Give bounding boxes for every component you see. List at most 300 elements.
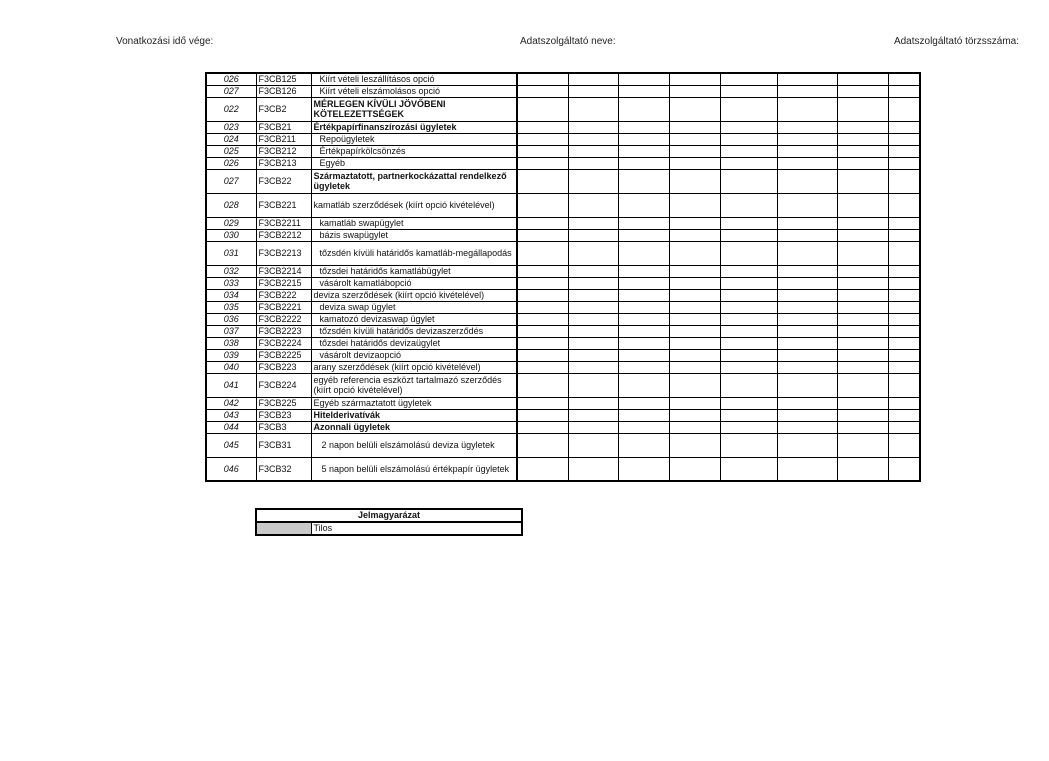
value-cell[interactable] bbox=[720, 289, 777, 301]
value-cell[interactable] bbox=[888, 157, 920, 169]
value-cell[interactable] bbox=[837, 241, 888, 265]
value-cell[interactable] bbox=[618, 349, 669, 361]
row-number: 026 bbox=[206, 157, 256, 169]
value-cell[interactable] bbox=[669, 85, 720, 97]
table-row bbox=[206, 145, 920, 157]
value-cell[interactable] bbox=[837, 73, 888, 85]
row-number: 029 bbox=[206, 217, 256, 229]
row-description: Értékpapírfinanszírozási ügyletek bbox=[311, 121, 517, 133]
value-cell[interactable] bbox=[777, 433, 837, 457]
row-code: F3CB23 bbox=[256, 409, 311, 421]
row-number: 045 bbox=[206, 433, 256, 457]
value-cell[interactable] bbox=[888, 433, 920, 457]
value-cell[interactable] bbox=[517, 349, 568, 361]
value-cell[interactable] bbox=[618, 121, 669, 133]
value-cell[interactable] bbox=[517, 313, 568, 325]
row-number: 027 bbox=[206, 169, 256, 193]
row-code: F3CB3 bbox=[256, 421, 311, 433]
legend-label: Tilos bbox=[311, 522, 522, 535]
value-cell[interactable] bbox=[517, 241, 568, 265]
value-cell[interactable] bbox=[618, 229, 669, 241]
row-code: F3CB2224 bbox=[256, 337, 311, 349]
value-cell[interactable] bbox=[837, 433, 888, 457]
value-cell[interactable] bbox=[517, 373, 568, 397]
value-cell[interactable] bbox=[720, 133, 777, 145]
value-cell[interactable] bbox=[777, 361, 837, 373]
value-cell[interactable] bbox=[777, 397, 837, 409]
value-cell[interactable] bbox=[669, 229, 720, 241]
row-number: 026 bbox=[206, 73, 256, 85]
row-number: 037 bbox=[206, 325, 256, 337]
value-cell[interactable] bbox=[720, 349, 777, 361]
row-description: kamatláb szerződések (kiírt opció kivételével) bbox=[311, 193, 517, 217]
value-cell[interactable] bbox=[777, 289, 837, 301]
value-cell[interactable] bbox=[568, 373, 618, 397]
value-cell[interactable] bbox=[720, 241, 777, 265]
value-cell[interactable] bbox=[777, 145, 837, 157]
value-cell[interactable] bbox=[777, 325, 837, 337]
value-cell[interactable] bbox=[568, 73, 618, 85]
value-cell[interactable] bbox=[888, 145, 920, 157]
value-cell[interactable] bbox=[669, 133, 720, 145]
value-cell[interactable] bbox=[888, 277, 920, 289]
value-cell[interactable] bbox=[720, 169, 777, 193]
row-number: 024 bbox=[206, 133, 256, 145]
value-cell[interactable] bbox=[568, 325, 618, 337]
row-number: 042 bbox=[206, 397, 256, 409]
value-cell[interactable] bbox=[568, 157, 618, 169]
value-cell[interactable] bbox=[888, 229, 920, 241]
value-cell[interactable] bbox=[517, 157, 568, 169]
row-code: F3CB125 bbox=[256, 73, 311, 85]
row-code: F3CB2223 bbox=[256, 325, 311, 337]
row-number: 022 bbox=[206, 97, 256, 121]
value-cell[interactable] bbox=[517, 133, 568, 145]
row-code: F3CB2214 bbox=[256, 265, 311, 277]
value-cell[interactable] bbox=[517, 361, 568, 373]
value-cell[interactable] bbox=[568, 433, 618, 457]
value-cell[interactable] bbox=[777, 277, 837, 289]
row-code: F3CB223 bbox=[256, 361, 311, 373]
value-cell[interactable] bbox=[517, 325, 568, 337]
value-cell[interactable] bbox=[669, 457, 720, 481]
value-cell[interactable] bbox=[618, 301, 669, 313]
value-cell[interactable] bbox=[669, 217, 720, 229]
value-cell[interactable] bbox=[618, 433, 669, 457]
value-cell[interactable] bbox=[777, 193, 837, 217]
value-cell[interactable] bbox=[669, 349, 720, 361]
row-description: egyéb referencia eszközt tartalmazó szerződés (kiírt opció kivételével) bbox=[311, 373, 517, 397]
value-cell[interactable] bbox=[618, 193, 669, 217]
value-cell[interactable] bbox=[777, 217, 837, 229]
value-cell[interactable] bbox=[517, 409, 568, 421]
row-number: 044 bbox=[206, 421, 256, 433]
value-cell[interactable] bbox=[720, 217, 777, 229]
row-description: bázis swapügylet bbox=[311, 229, 517, 241]
value-cell[interactable] bbox=[837, 457, 888, 481]
value-cell[interactable] bbox=[568, 349, 618, 361]
value-cell[interactable] bbox=[618, 157, 669, 169]
value-cell[interactable] bbox=[777, 241, 837, 265]
value-cell[interactable] bbox=[669, 397, 720, 409]
value-cell[interactable] bbox=[568, 265, 618, 277]
value-cell[interactable] bbox=[888, 313, 920, 325]
value-cell[interactable] bbox=[720, 457, 777, 481]
value-cell[interactable] bbox=[720, 73, 777, 85]
value-cell[interactable] bbox=[888, 73, 920, 85]
value-cell[interactable] bbox=[669, 193, 720, 217]
value-cell[interactable] bbox=[720, 373, 777, 397]
row-description: MÉRLEGEN KÍVÜLI JÖVŐBENI KÖTELEZETTSÉGEK bbox=[311, 97, 517, 121]
value-cell[interactable] bbox=[669, 421, 720, 433]
value-cell[interactable] bbox=[837, 193, 888, 217]
row-code: F3CB22 bbox=[256, 169, 311, 193]
value-cell[interactable] bbox=[837, 361, 888, 373]
value-cell[interactable] bbox=[777, 73, 837, 85]
row-number: 041 bbox=[206, 373, 256, 397]
value-cell[interactable] bbox=[888, 349, 920, 361]
row-code: F3CB211 bbox=[256, 133, 311, 145]
value-cell[interactable] bbox=[888, 325, 920, 337]
value-cell[interactable] bbox=[777, 229, 837, 241]
value-cell[interactable] bbox=[837, 169, 888, 193]
row-description: vásárolt kamatlábopció bbox=[311, 277, 517, 289]
value-cell[interactable] bbox=[618, 313, 669, 325]
row-number: 031 bbox=[206, 241, 256, 265]
value-cell[interactable] bbox=[618, 277, 669, 289]
value-cell[interactable] bbox=[669, 157, 720, 169]
table-row bbox=[206, 277, 920, 289]
table-row bbox=[206, 433, 920, 457]
value-cell[interactable] bbox=[669, 409, 720, 421]
value-cell[interactable] bbox=[777, 265, 837, 277]
value-cell[interactable] bbox=[720, 301, 777, 313]
value-cell[interactable] bbox=[568, 217, 618, 229]
value-cell[interactable] bbox=[517, 85, 568, 97]
value-cell[interactable] bbox=[837, 97, 888, 121]
value-cell[interactable] bbox=[888, 241, 920, 265]
value-cell[interactable] bbox=[669, 433, 720, 457]
value-cell[interactable] bbox=[669, 265, 720, 277]
value-cell[interactable] bbox=[720, 145, 777, 157]
value-cell[interactable] bbox=[720, 325, 777, 337]
value-cell[interactable] bbox=[517, 145, 568, 157]
period-end-label: Vonatkozási idő vége: bbox=[116, 36, 214, 47]
value-cell[interactable] bbox=[669, 145, 720, 157]
row-description: Kiírt vételi elszámolásos opció bbox=[311, 85, 517, 97]
value-cell[interactable] bbox=[777, 121, 837, 133]
row-description: tőzsdei határidős devizaügylet bbox=[311, 337, 517, 349]
row-code: F3CB31 bbox=[256, 433, 311, 457]
value-cell[interactable] bbox=[888, 301, 920, 313]
value-cell[interactable] bbox=[888, 97, 920, 121]
table-row bbox=[206, 457, 920, 481]
value-cell[interactable] bbox=[837, 409, 888, 421]
value-cell[interactable] bbox=[568, 289, 618, 301]
value-cell[interactable] bbox=[618, 325, 669, 337]
value-cell[interactable] bbox=[720, 157, 777, 169]
value-cell[interactable] bbox=[837, 397, 888, 409]
value-cell[interactable] bbox=[669, 361, 720, 373]
value-cell[interactable] bbox=[618, 289, 669, 301]
row-description: Azonnali ügyletek bbox=[311, 421, 517, 433]
table-row bbox=[206, 85, 920, 97]
value-cell[interactable] bbox=[618, 397, 669, 409]
value-cell[interactable] bbox=[720, 313, 777, 325]
value-cell[interactable] bbox=[837, 121, 888, 133]
row-description: Repoügyletek bbox=[311, 133, 517, 145]
value-cell[interactable] bbox=[837, 313, 888, 325]
row-description: vásárolt devizaopció bbox=[311, 349, 517, 361]
row-code: F3CB213 bbox=[256, 157, 311, 169]
table-row bbox=[206, 301, 920, 313]
table-row bbox=[206, 133, 920, 145]
value-cell[interactable] bbox=[837, 217, 888, 229]
value-cell[interactable] bbox=[669, 313, 720, 325]
value-cell[interactable] bbox=[517, 169, 568, 193]
value-cell[interactable] bbox=[837, 265, 888, 277]
value-cell[interactable] bbox=[720, 229, 777, 241]
value-cell[interactable] bbox=[618, 337, 669, 349]
value-cell[interactable] bbox=[720, 433, 777, 457]
value-cell[interactable] bbox=[720, 121, 777, 133]
value-cell[interactable] bbox=[618, 361, 669, 373]
value-cell[interactable] bbox=[618, 217, 669, 229]
value-cell[interactable] bbox=[837, 133, 888, 145]
table-row bbox=[206, 157, 920, 169]
value-cell[interactable] bbox=[618, 145, 669, 157]
value-cell[interactable] bbox=[517, 421, 568, 433]
value-cell[interactable] bbox=[888, 265, 920, 277]
table-row bbox=[206, 337, 920, 349]
value-cell[interactable] bbox=[517, 121, 568, 133]
value-cell[interactable] bbox=[777, 97, 837, 121]
value-cell[interactable] bbox=[669, 325, 720, 337]
value-cell[interactable] bbox=[837, 229, 888, 241]
table-row bbox=[206, 217, 920, 229]
row-description: Egyéb bbox=[311, 157, 517, 169]
value-cell[interactable] bbox=[618, 373, 669, 397]
row-description: tőzsdén kívüli határidős kamatláb-megállapodás bbox=[311, 241, 517, 265]
value-cell[interactable] bbox=[777, 85, 837, 97]
value-cell[interactable] bbox=[720, 193, 777, 217]
value-cell[interactable] bbox=[669, 73, 720, 85]
value-cell[interactable] bbox=[777, 349, 837, 361]
value-cell[interactable] bbox=[720, 277, 777, 289]
value-cell[interactable] bbox=[669, 289, 720, 301]
value-cell[interactable] bbox=[837, 373, 888, 397]
value-cell[interactable] bbox=[517, 277, 568, 289]
value-cell[interactable] bbox=[720, 397, 777, 409]
value-cell[interactable] bbox=[669, 121, 720, 133]
value-cell[interactable] bbox=[517, 73, 568, 85]
value-cell[interactable] bbox=[777, 409, 837, 421]
value-cell[interactable] bbox=[669, 241, 720, 265]
value-cell[interactable] bbox=[618, 409, 669, 421]
value-cell[interactable] bbox=[568, 133, 618, 145]
row-code: F3CB2211 bbox=[256, 217, 311, 229]
value-cell[interactable] bbox=[568, 145, 618, 157]
value-cell[interactable] bbox=[720, 361, 777, 373]
table-row bbox=[206, 409, 920, 421]
row-code: F3CB126 bbox=[256, 85, 311, 97]
value-cell[interactable] bbox=[669, 301, 720, 313]
value-cell[interactable] bbox=[837, 157, 888, 169]
value-cell[interactable] bbox=[517, 397, 568, 409]
row-code: F3CB212 bbox=[256, 145, 311, 157]
value-cell[interactable] bbox=[837, 421, 888, 433]
row-description: 2 napon belüli elszámolású deviza ügyletek bbox=[311, 433, 517, 457]
value-cell[interactable] bbox=[777, 133, 837, 145]
value-cell[interactable] bbox=[618, 85, 669, 97]
value-cell[interactable] bbox=[568, 193, 618, 217]
value-cell[interactable] bbox=[517, 289, 568, 301]
row-description: tőzsdei határidős kamatlábügylet bbox=[311, 265, 517, 277]
value-cell[interactable] bbox=[720, 265, 777, 277]
value-cell[interactable] bbox=[888, 85, 920, 97]
value-cell[interactable] bbox=[618, 421, 669, 433]
value-cell[interactable] bbox=[720, 421, 777, 433]
row-description: Hitelderivatívák bbox=[311, 409, 517, 421]
value-cell[interactable] bbox=[517, 97, 568, 121]
value-cell[interactable] bbox=[777, 373, 837, 397]
value-cell[interactable] bbox=[517, 217, 568, 229]
row-number: 030 bbox=[206, 229, 256, 241]
value-cell[interactable] bbox=[618, 133, 669, 145]
value-cell[interactable] bbox=[669, 97, 720, 121]
value-cell[interactable] bbox=[568, 277, 618, 289]
value-cell[interactable] bbox=[517, 433, 568, 457]
value-cell[interactable] bbox=[568, 361, 618, 373]
value-cell[interactable] bbox=[837, 289, 888, 301]
value-cell[interactable] bbox=[568, 169, 618, 193]
value-cell[interactable] bbox=[568, 229, 618, 241]
value-cell[interactable] bbox=[888, 409, 920, 421]
row-code: F3CB21 bbox=[256, 121, 311, 133]
value-cell[interactable] bbox=[568, 337, 618, 349]
value-cell[interactable] bbox=[517, 337, 568, 349]
value-cell[interactable] bbox=[720, 409, 777, 421]
table-row bbox=[206, 421, 920, 433]
value-cell[interactable] bbox=[777, 169, 837, 193]
row-code: F3CB222 bbox=[256, 289, 311, 301]
value-cell[interactable] bbox=[837, 277, 888, 289]
value-cell[interactable] bbox=[888, 337, 920, 349]
value-cell[interactable] bbox=[888, 361, 920, 373]
value-cell[interactable] bbox=[669, 169, 720, 193]
row-description: 5 napon belüli elszámolású értékpapír ügyletek bbox=[311, 457, 517, 481]
value-cell[interactable] bbox=[888, 169, 920, 193]
value-cell[interactable] bbox=[777, 421, 837, 433]
value-cell[interactable] bbox=[618, 241, 669, 265]
row-code: F3CB224 bbox=[256, 373, 311, 397]
value-cell[interactable] bbox=[837, 337, 888, 349]
table-row bbox=[206, 193, 920, 217]
table-row bbox=[206, 325, 920, 337]
row-number: 032 bbox=[206, 265, 256, 277]
value-cell[interactable] bbox=[568, 409, 618, 421]
value-cell[interactable] bbox=[517, 265, 568, 277]
value-cell[interactable] bbox=[517, 229, 568, 241]
value-cell[interactable] bbox=[618, 169, 669, 193]
value-cell[interactable] bbox=[888, 397, 920, 409]
provider-name-label: Adatszolgáltató neve: bbox=[520, 36, 616, 47]
value-cell[interactable] bbox=[837, 85, 888, 97]
report-table bbox=[205, 72, 921, 482]
row-code: F3CB2213 bbox=[256, 241, 311, 265]
value-cell[interactable] bbox=[720, 97, 777, 121]
value-cell[interactable] bbox=[568, 313, 618, 325]
value-cell[interactable] bbox=[837, 145, 888, 157]
value-cell[interactable] bbox=[568, 85, 618, 97]
row-number: 039 bbox=[206, 349, 256, 361]
value-cell[interactable] bbox=[837, 325, 888, 337]
value-cell[interactable] bbox=[517, 193, 568, 217]
value-cell[interactable] bbox=[777, 301, 837, 313]
table-row bbox=[206, 397, 920, 409]
row-number: 028 bbox=[206, 193, 256, 217]
value-cell[interactable] bbox=[517, 301, 568, 313]
value-cell[interactable] bbox=[777, 157, 837, 169]
value-cell[interactable] bbox=[618, 97, 669, 121]
value-cell[interactable] bbox=[720, 85, 777, 97]
value-cell[interactable] bbox=[568, 397, 618, 409]
table-row bbox=[206, 361, 920, 373]
row-description: Értékpapírkölcsönzés bbox=[311, 145, 517, 157]
value-cell[interactable] bbox=[568, 301, 618, 313]
row-number: 043 bbox=[206, 409, 256, 421]
table-row bbox=[206, 73, 920, 85]
value-cell[interactable] bbox=[837, 349, 888, 361]
value-cell[interactable] bbox=[669, 373, 720, 397]
value-cell[interactable] bbox=[568, 97, 618, 121]
value-cell[interactable] bbox=[669, 337, 720, 349]
row-code: F3CB2222 bbox=[256, 313, 311, 325]
value-cell[interactable] bbox=[720, 337, 777, 349]
value-cell[interactable] bbox=[618, 457, 669, 481]
value-cell[interactable] bbox=[888, 193, 920, 217]
value-cell[interactable] bbox=[568, 457, 618, 481]
row-number: 036 bbox=[206, 313, 256, 325]
value-cell[interactable] bbox=[517, 457, 568, 481]
value-cell[interactable] bbox=[888, 133, 920, 145]
value-cell[interactable] bbox=[618, 265, 669, 277]
row-description: deviza szerződések (kiírt opció kivételével) bbox=[311, 289, 517, 301]
value-cell[interactable] bbox=[669, 277, 720, 289]
row-code: F3CB2215 bbox=[256, 277, 311, 289]
row-description: kamatláb swapügylet bbox=[311, 217, 517, 229]
value-cell[interactable] bbox=[837, 301, 888, 313]
row-number: 027 bbox=[206, 85, 256, 97]
value-cell[interactable] bbox=[568, 241, 618, 265]
table-row bbox=[206, 169, 920, 193]
value-cell[interactable] bbox=[888, 289, 920, 301]
value-cell[interactable] bbox=[568, 121, 618, 133]
value-cell[interactable] bbox=[777, 337, 837, 349]
row-code: F3CB2221 bbox=[256, 301, 311, 313]
value-cell[interactable] bbox=[888, 373, 920, 397]
row-description: tőzsdén kívüli határidős devizaszerződés bbox=[311, 325, 517, 337]
value-cell[interactable] bbox=[888, 421, 920, 433]
value-cell[interactable] bbox=[777, 313, 837, 325]
value-cell[interactable] bbox=[568, 421, 618, 433]
row-number: 033 bbox=[206, 277, 256, 289]
value-cell[interactable] bbox=[888, 457, 920, 481]
value-cell[interactable] bbox=[777, 457, 837, 481]
value-cell[interactable] bbox=[888, 121, 920, 133]
value-cell[interactable] bbox=[618, 73, 669, 85]
value-cell[interactable] bbox=[888, 217, 920, 229]
